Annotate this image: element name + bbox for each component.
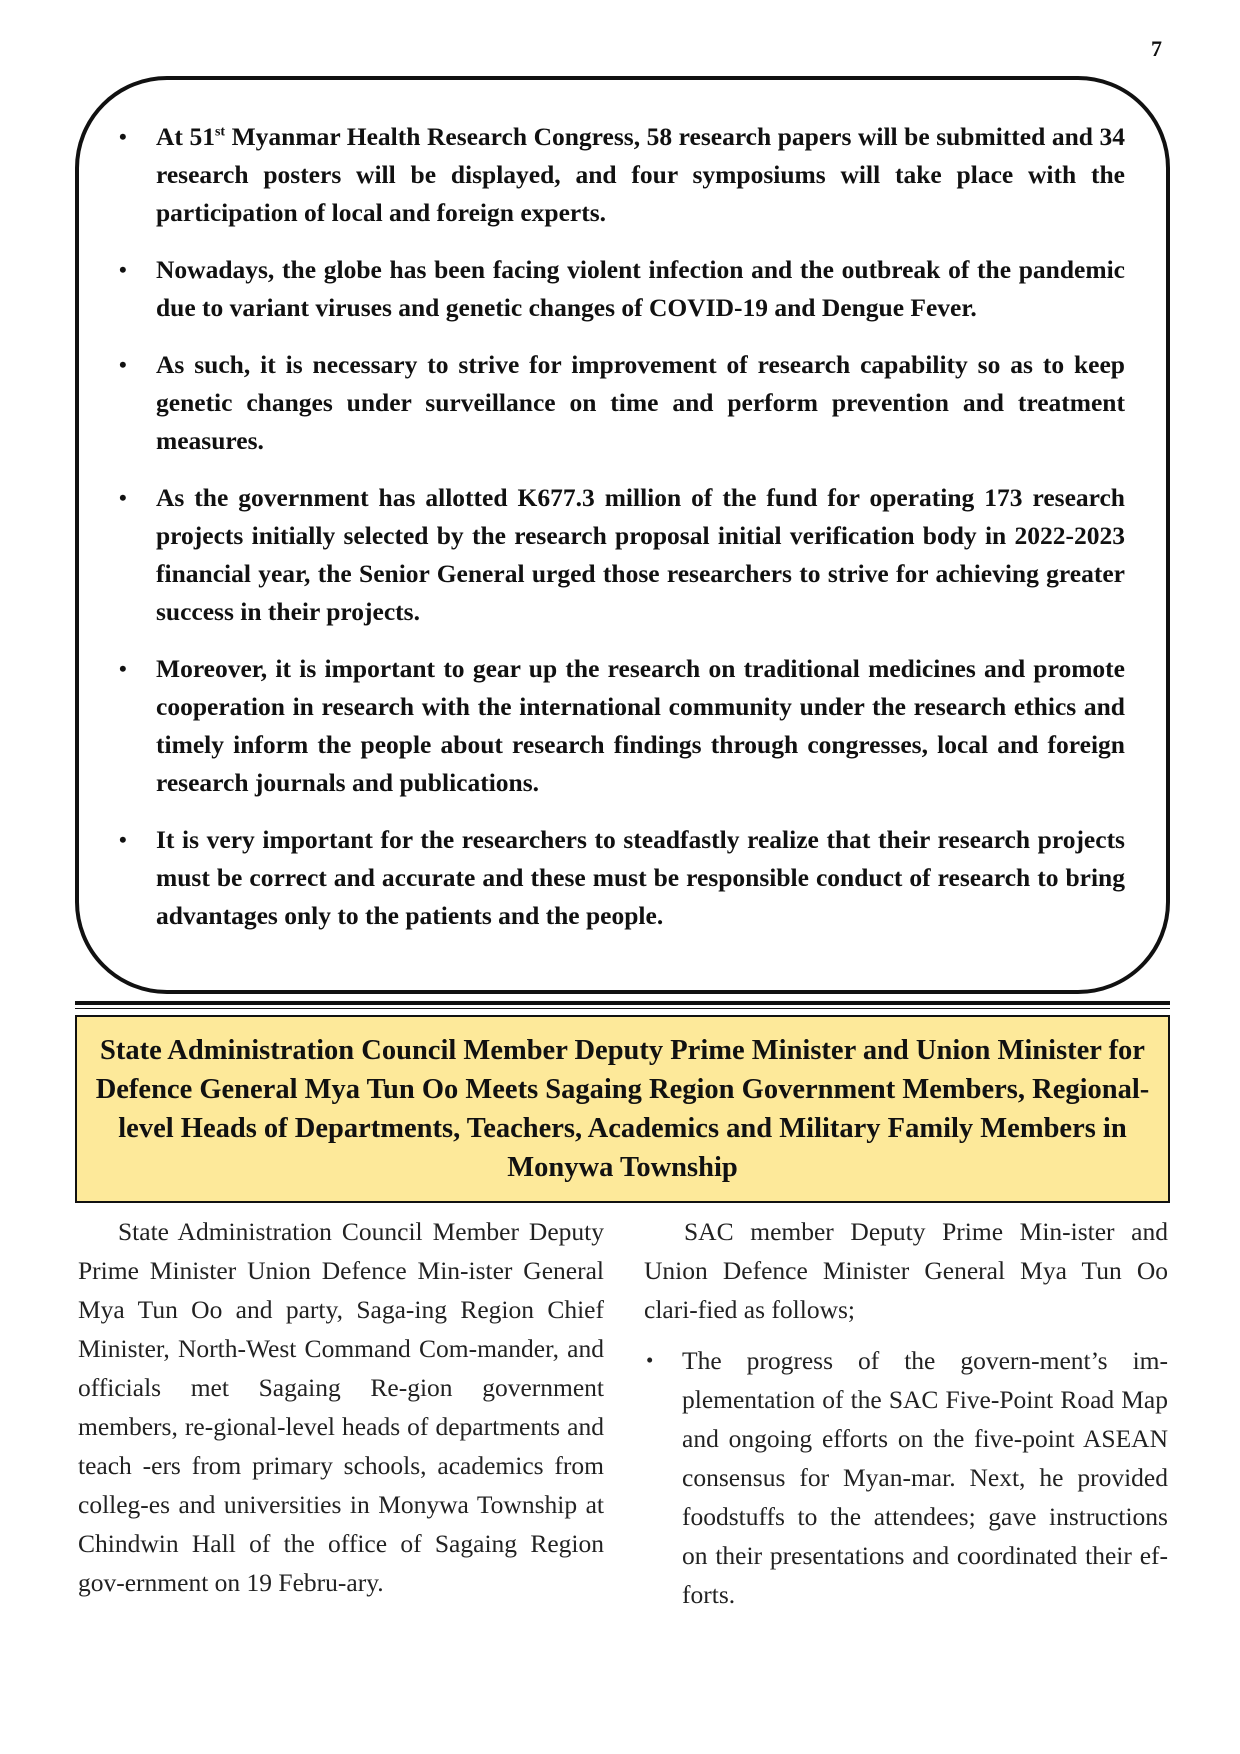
bullet-text: As such, it is necessary to strive for improvement of research capability so as to keep genetic changes under surveillance on time and perform prevention and treatment measures. bbox=[156, 350, 1125, 455]
page-number: 7 bbox=[1151, 36, 1162, 61]
bullet-text: The progress of the govern-ment’s im-plementation of the SAC Five-Point Road Map and ongoing efforts on the five-point ASEAN consensus for Myan-mar. Next, he provided foodstuffs to the attendees; gave instructions on their presentations and coordinated their ef-forts. bbox=[682, 1346, 1168, 1609]
bullet-icon: • bbox=[119, 656, 127, 681]
section-divider-thin bbox=[75, 1008, 1170, 1009]
section-divider bbox=[75, 1001, 1170, 1005]
ordinal-suffix: st bbox=[214, 124, 226, 140]
headline-box bbox=[75, 1015, 1170, 1203]
list-item bbox=[75, 118, 1125, 232]
bullet-text: It is very important for the researchers to steadfastly realize that their research projects must be correct and accurate and these must be responsible conduct of research to bring advantages only to the patients and the people. bbox=[156, 825, 1125, 930]
list-item bbox=[75, 479, 1125, 631]
bullet-icon: • bbox=[119, 827, 127, 852]
list-item bbox=[75, 650, 1125, 802]
bullet-icon: • bbox=[119, 257, 127, 282]
bullet-text-start: At 51 bbox=[156, 122, 215, 151]
bullet-text: Moreover, it is important to gear up the research on traditional medicines and promote cooperation in research with the international community under the research ethics and timely inform the people about research findings through congresses, local and foreign research journals and publications. bbox=[156, 654, 1125, 797]
list-item bbox=[75, 346, 1125, 460]
article-paragraph: State Administration Council Member Deputy Prime Minister Union Defence Min-ister General Mya Tun Oo and party, Saga-ing Region Chief Minister, North-West Command Com-mander, and officials met Sagaing Re-gion government members, re-gional-level heads of departments and teach -ers from primary schools, academics from colleg-es and universities in Monywa Township at Chindwin Hall of the office of Sagaing Region gov-ernment on 19 Febru-ary. bbox=[78, 1217, 604, 1597]
bullet-text: As the government has allotted K677.3 million of the fund for operating 173 research projects initially selected by the research proposal initial verification body in 2022-2023 financial year, the Senior General urged those researchers to strive for achieving greater success in their projects. bbox=[156, 483, 1125, 626]
article-column-left bbox=[78, 1212, 604, 1602]
article-column-right bbox=[644, 1212, 1168, 1614]
bullet-icon: • bbox=[119, 352, 127, 377]
list-item bbox=[75, 251, 1125, 327]
bullet-icon: • bbox=[646, 1348, 654, 1372]
article-paragraph: SAC member Deputy Prime Min-ister and Union Defence Minister General Mya Tun Oo clari-fied as follows; bbox=[644, 1217, 1168, 1324]
list-item bbox=[644, 1341, 1168, 1614]
bullet-text-rest: Myanmar Health Research Congress, 58 research papers will be submitted and 34 research posters will be displayed, and four symposiums will take place with the participation of local and foreign experts. bbox=[156, 122, 1125, 227]
bullet-icon: • bbox=[119, 124, 127, 149]
article-headline: State Administration Council Member Deputy Prime Minister and Union Minister for Defence General Mya Tun Oo Meets Sagaing Region Government Members, Regional-level Heads of Departments, Teachers, Academics and Military Family Members in Monywa Township bbox=[95, 1035, 1150, 1183]
highlights-list bbox=[75, 118, 1125, 954]
list-item bbox=[75, 821, 1125, 935]
bullet-text: Nowadays, the globe has been facing violent infection and the outbreak of the pandemic due to variant viruses and genetic changes of COVID-19 and Dengue Fever. bbox=[156, 255, 1125, 322]
bullet-icon: • bbox=[119, 485, 127, 510]
article-bullet-list bbox=[644, 1341, 1168, 1614]
